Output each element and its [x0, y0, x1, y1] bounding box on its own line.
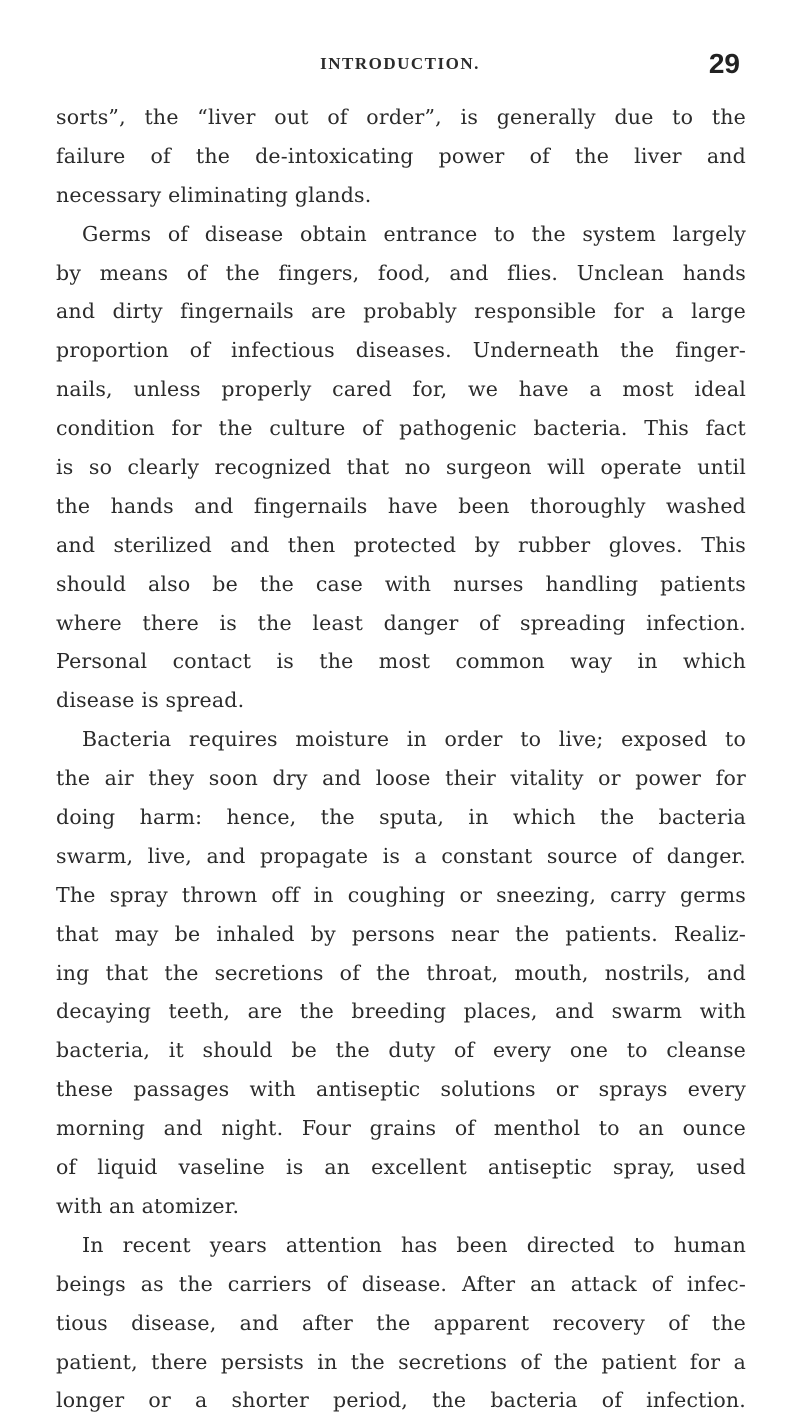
text-line: beings as the carriers of disease. After an attack of infec-: [56, 1271, 746, 1296]
text-line: necessary eliminating glands.: [56, 182, 372, 207]
text-line: failure of the de-intoxicating power of the liver and: [56, 143, 746, 168]
text-line: bacteria, it should be the duty of every one to cleanse: [56, 1038, 746, 1063]
text-line: doing harm: hence, the sputa, in which the bacteria: [56, 805, 746, 830]
text-line: In recent years attention has been directed to human: [82, 1232, 746, 1257]
text-line: decaying teeth, are the breeding places, and swarm with: [56, 999, 746, 1024]
text-line: The spray thrown off in coughing or sneezing, carry germs: [56, 882, 746, 907]
text-line: longer or a shorter period, the bacteria of infection.: [56, 1388, 746, 1413]
text-line: ing that the secretions of the throat, mouth, nostrils, and: [56, 960, 746, 985]
body-text: [56, 98, 746, 1420]
text-line: that may be inhaled by persons near the patients. Realiz-: [56, 921, 746, 946]
text-line: is so clearly recognized that no surgeon will operate until: [56, 455, 746, 480]
text-line: and sterilized and then protected by rubber gloves. This: [56, 532, 746, 557]
text-line: proportion of infectious diseases. Underneath the finger-: [56, 338, 746, 363]
page-number: 29: [708, 48, 740, 79]
text-line: tious disease, and after the apparent recovery of the: [56, 1310, 746, 1335]
text-line: patient, there persists in the secretions of the patient for a: [56, 1349, 746, 1374]
text-line: swarm, live, and propagate is a constant source of danger.: [56, 843, 746, 868]
text-line: condition for the culture of pathogenic bacteria. This fact: [56, 416, 746, 441]
text-line: Germs of disease obtain entrance to the system largely: [82, 221, 746, 246]
text-line: with an atomizer.: [56, 1193, 240, 1218]
text-line: of liquid vaseline is an excellent antiseptic spray, used: [56, 1155, 746, 1180]
text-line: by means of the fingers, food, and flies. Unclean hands: [56, 260, 746, 285]
text-line: morning and night. Four grains of menthol to an ounce: [56, 1116, 746, 1141]
text-line: should also be the case with nurses handling patients: [56, 571, 746, 596]
text-line: the hands and fingernails have been thoroughly washed: [56, 493, 746, 518]
text-line: and dirty fingernails are probably responsible for a large: [56, 299, 746, 324]
text-line: nails, unless properly cared for, we have a most ideal: [56, 377, 746, 402]
text-line: Personal contact is the most common way in which: [56, 649, 746, 674]
text-line: Bacteria requires moisture in order to live; exposed to: [82, 727, 746, 752]
text-line: these passages with antiseptic solutions or sprays every: [56, 1077, 746, 1102]
text-line: the air they soon dry and loose their vitality or power for: [56, 766, 746, 791]
running-title: INTRODUCTION.: [320, 54, 480, 73]
running-head: [0, 48, 800, 84]
text-line: where there is the least danger of spreading infection.: [56, 610, 746, 635]
text-line: disease is spread.: [56, 688, 245, 713]
text-line: sorts”, the “liver out of order”, is generally due to the: [56, 105, 746, 129]
